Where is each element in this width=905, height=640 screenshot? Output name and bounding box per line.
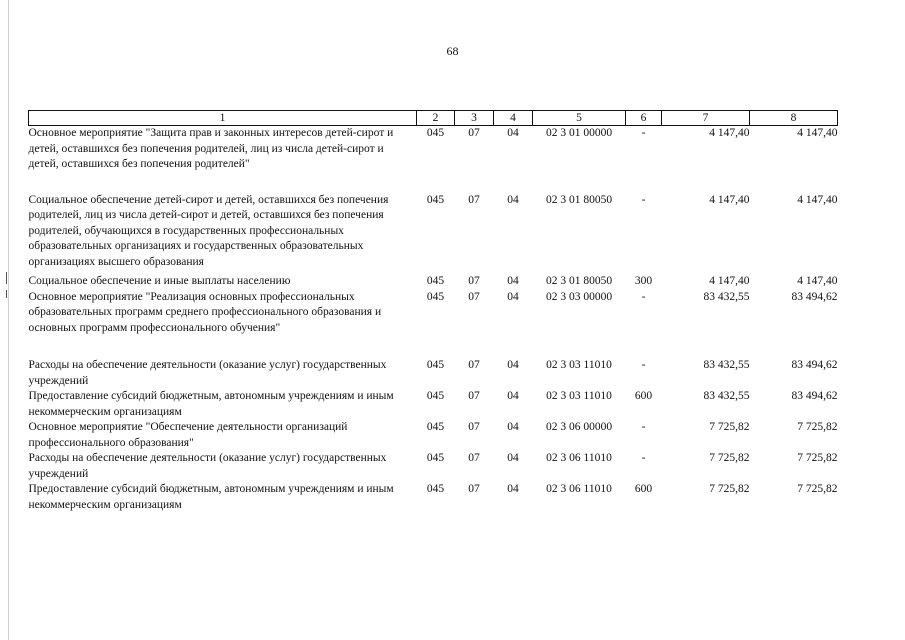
cell-col8: 7 725,82 [797, 483, 838, 495]
header-col-5: 5 [533, 111, 626, 126]
cell-col6: 300 [634, 275, 653, 287]
cell-col8: 4 147,40 [797, 193, 838, 206]
cell-col7: 7 725,82 [709, 421, 750, 433]
cell-col8: 83 494,62 [791, 390, 838, 402]
header-col-3: 3 [455, 111, 494, 126]
row-name: Социальное обеспечение и иные выплаты населению [28, 275, 291, 287]
cell-col2: 045 [426, 275, 445, 287]
table-row [29, 193, 838, 275]
cell-col2: 045 [426, 193, 445, 206]
header-col-8: 8 [750, 111, 838, 126]
cell-col3: 07 [468, 127, 480, 139]
cell-col5: 02 3 03 11010 [546, 359, 612, 371]
cell-col6: - [641, 290, 646, 303]
cell-col8: 4 147,40 [797, 127, 838, 139]
cell-col3: 07 [468, 421, 480, 433]
budget-table [28, 110, 838, 513]
cell-col2: 045 [426, 290, 445, 303]
cell-col5: 02 3 01 80050 [545, 193, 613, 206]
cell-col8: 83 494,62 [791, 359, 838, 371]
cell-col5: 02 3 03 00000 [545, 290, 613, 303]
table-row [29, 389, 838, 420]
cell-col4: 04 [507, 275, 519, 287]
cell-col7: 83 432,55 [703, 359, 750, 371]
header-col-1: 1 [29, 111, 417, 126]
cell-col5: 02 3 03 11010 [546, 390, 612, 402]
cell-col6: - [641, 193, 646, 206]
cell-col6: - [641, 421, 646, 433]
page-left-edge [8, 0, 9, 640]
cell-col7: 4 147,40 [709, 193, 750, 206]
cell-col4: 04 [507, 390, 519, 402]
row-name: Предоставление субсидий бюджетным, автономным учреждениям и иным некоммерческим организациям [28, 483, 394, 511]
cell-col3: 07 [468, 390, 480, 402]
header-col-4: 4 [494, 111, 533, 126]
cell-col8: 4 147,40 [797, 275, 838, 287]
cell-col2: 045 [426, 483, 445, 495]
cell-col7: 7 725,82 [709, 483, 750, 495]
table-row [29, 290, 838, 359]
table-row [29, 358, 838, 389]
scan-mark [6, 290, 7, 298]
table-row [29, 451, 838, 482]
row-name: Социальное обеспечение детей-сирот и детей, оставшихся без попечения родителей, лиц из числа детей-сирот и детей, оставшихся без попечения родителей, обучающихся в государственных профессиональных образовательных организациях и государственных образовательных организациях высшего образования [28, 193, 389, 268]
cell-col5: 02 3 01 80050 [545, 275, 613, 287]
cell-col3: 07 [468, 275, 480, 287]
cell-col2: 045 [426, 127, 445, 139]
cell-col2: 045 [426, 390, 445, 402]
table-row [29, 274, 838, 290]
cell-col5: 02 3 01 00000 [545, 127, 613, 139]
cell-col6: - [641, 359, 646, 371]
cell-col3: 07 [468, 359, 480, 371]
cell-col8: 7 725,82 [797, 452, 838, 464]
header-row [29, 111, 838, 126]
cell-col7: 83 432,55 [703, 390, 750, 402]
cell-col4: 04 [507, 421, 519, 433]
row-name: Расходы на обеспечение деятельности (оказание услуг) государственных учреждений [28, 452, 387, 480]
cell-col3: 07 [468, 483, 480, 495]
cell-col3: 07 [468, 290, 480, 303]
cell-col6: - [641, 452, 646, 464]
cell-col6: 600 [634, 483, 653, 495]
cell-col6: - [641, 127, 646, 139]
cell-col2: 045 [426, 452, 445, 464]
cell-col3: 07 [468, 452, 480, 464]
table-row [29, 482, 838, 513]
cell-col2: 045 [426, 421, 445, 433]
cell-col7: 83 432,55 [703, 290, 750, 303]
cell-col3: 07 [468, 193, 480, 206]
cell-col4: 04 [507, 290, 519, 303]
cell-col7: 4 147,40 [709, 127, 750, 139]
cell-col7: 4 147,40 [709, 275, 750, 287]
page-number: 68 [446, 44, 459, 58]
cell-col7: 7 725,82 [709, 452, 750, 464]
cell-col4: 04 [507, 483, 519, 495]
cell-col8: 83 494,62 [791, 290, 838, 303]
row-name: Предоставление субсидий бюджетным, автономным учреждениям и иным некоммерческим организациям [28, 390, 394, 418]
cell-col5: 02 3 06 11010 [546, 452, 612, 464]
cell-col5: 02 3 06 11010 [546, 483, 612, 495]
cell-col4: 04 [507, 193, 519, 206]
cell-col6: 600 [634, 390, 653, 402]
row-name: Основное мероприятие "Защита прав и законных интересов детей-сирот и детей, оставшихся без попечения родителей, лиц из числа детей-сирот и детей, оставшихся без попечения родителей" [28, 127, 394, 170]
cell-col5: 02 3 06 00000 [545, 421, 613, 433]
header-col-2: 2 [417, 111, 455, 126]
row-name: Основное мероприятие "Реализация основных профессиональных образовательных программ среднего профессионального образования и основных программ профессионального обучения" [28, 290, 382, 334]
scan-mark [6, 272, 7, 284]
header-col-6: 6 [626, 111, 662, 126]
cell-col4: 04 [507, 127, 519, 139]
cell-col4: 04 [507, 452, 519, 464]
row-name: Расходы на обеспечение деятельности (оказание услуг) государственных учреждений [28, 359, 387, 387]
table-row [29, 420, 838, 451]
header-col-7: 7 [662, 111, 750, 126]
cell-col8: 7 725,82 [797, 421, 838, 433]
cell-col4: 04 [507, 359, 519, 371]
table-row [29, 126, 838, 193]
row-name: Основное мероприятие "Обеспечение деятельности организаций профессионального образования" [28, 421, 348, 449]
cell-col2: 045 [426, 359, 445, 371]
